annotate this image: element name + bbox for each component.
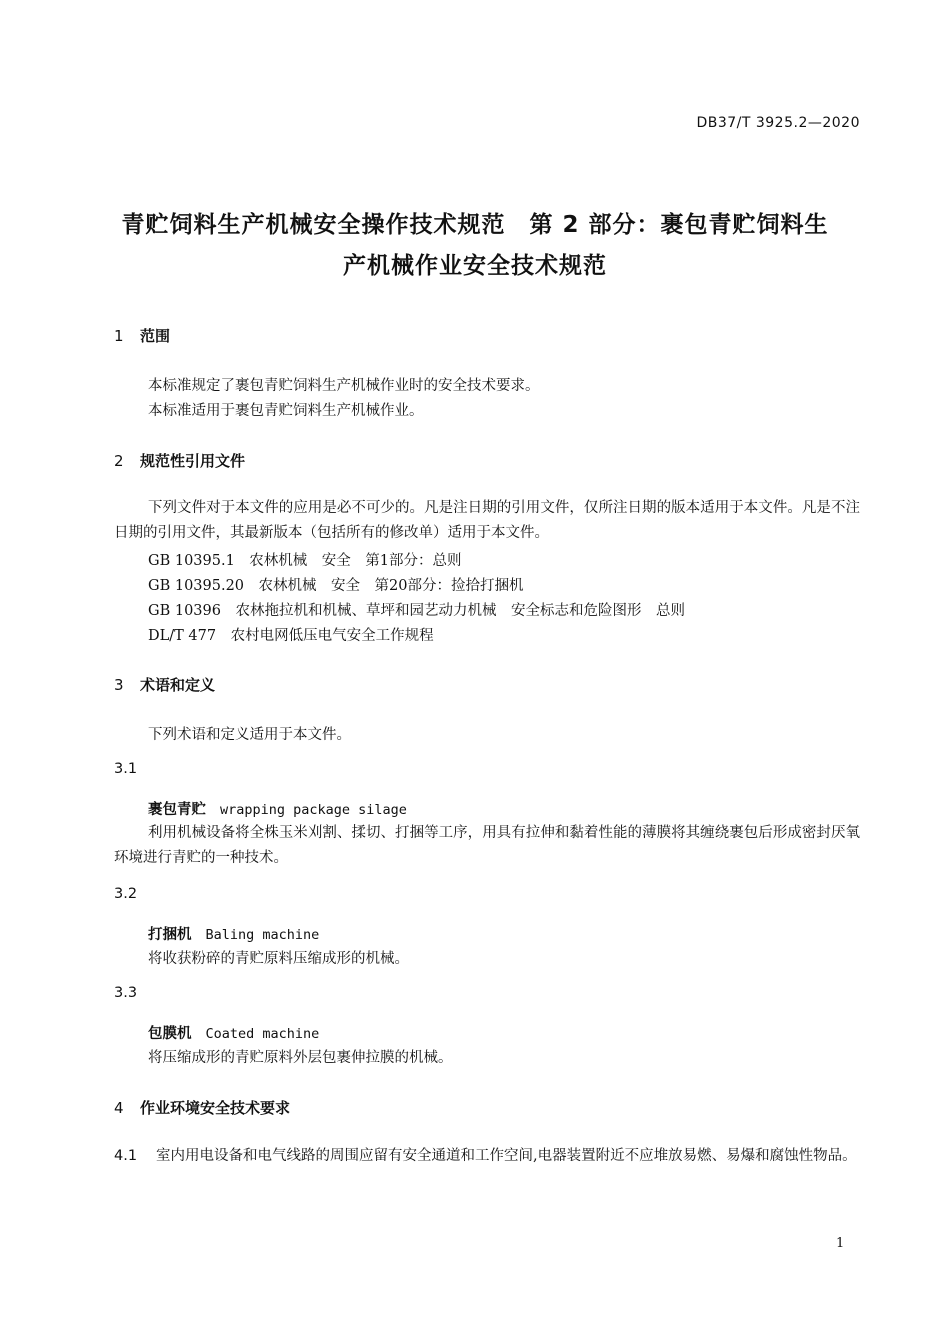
- term-number: 3.3: [114, 985, 138, 1001]
- section-1-paragraph-1: 本标准规定了裹包青贮饲料生产机械作业时的安全技术要求。: [148, 378, 540, 394]
- term-chinese: 包膜机: [148, 1026, 192, 1042]
- section-number: 4: [114, 1099, 124, 1117]
- clause-number: 4.1: [114, 1148, 138, 1164]
- document-title-line-2: 产机械作业安全技术规范: [343, 253, 607, 279]
- term-heading: [148, 798, 407, 819]
- section-number: 2: [114, 452, 124, 470]
- section-3-heading: [114, 674, 215, 695]
- document-title-line-1: 青贮饲料生产机械安全操作技术规范 第 2 部分：裹包青贮饲料生: [121, 212, 829, 238]
- section-title: 术语和定义: [140, 676, 216, 694]
- reference-item: DL/T 477 农村电网低压电气安全工作规程: [148, 628, 434, 644]
- section-1-heading: [114, 325, 170, 346]
- term-heading: [148, 923, 319, 944]
- reference-item: GB 10395.1 农林机械 安全 第1部分：总则: [148, 553, 462, 569]
- clause-text: 室内用电设备和电气线路的周围应留有安全通道和工作空间,电器装置附近不应堆放易燃、易爆和腐蚀性物品。: [156, 1148, 857, 1164]
- term-english: wrapping package silage: [220, 802, 407, 818]
- section-title: 规范性引用文件: [140, 452, 246, 470]
- term-chinese: 裹包青贮: [148, 802, 206, 818]
- term-english: Baling machine: [205, 927, 320, 943]
- section-3-intro: 下列术语和定义适用于本文件。: [148, 727, 351, 743]
- term-definition: 将收获粉碎的青贮原料压缩成形的机械。: [148, 951, 409, 967]
- section-title: 范围: [140, 327, 171, 345]
- section-title: 作业环境安全技术要求: [140, 1099, 291, 1117]
- section-2-intro: 下列文件对于本文件的应用是必不可少的。凡是注日期的引用文件，仅所注日期的版本适用于本文件。凡是不注日期的引用文件，其最新版本（包括所有的修改单）适用于本文件。: [114, 500, 860, 541]
- standard-number: DB37/T 3925.2—2020: [696, 115, 860, 131]
- section-2-heading: [114, 450, 245, 471]
- section-number: 1: [114, 327, 124, 345]
- reference-item: GB 10395.20 农林机械 安全 第20部分：捡拾打捆机: [148, 578, 524, 594]
- page-number: 1: [836, 1236, 845, 1251]
- term-english: Coated machine: [205, 1026, 320, 1042]
- term-number: 3.1: [114, 761, 138, 777]
- term-chinese: 打捆机: [148, 927, 192, 943]
- term-heading: [148, 1022, 319, 1043]
- term-number: 3.2: [114, 886, 138, 902]
- clause-4-1: [114, 1144, 860, 1169]
- section-1-paragraph-2: 本标准适用于裹包青贮饲料生产机械作业。: [148, 403, 424, 419]
- term-definition: 将压缩成形的青贮原料外层包裹伸拉膜的机械。: [148, 1050, 453, 1066]
- section-4-heading: [114, 1097, 290, 1118]
- term-definition: 利用机械设备将全株玉米刈割、揉切、打捆等工序，用具有拉伸和黏着性能的薄膜将其缠绕裹包后形成密封厌氧环境进行青贮的一种技术。: [114, 825, 860, 866]
- section-number: 3: [114, 676, 124, 694]
- reference-item: GB 10396 农林拖拉机和机械、草坪和园艺动力机械 安全标志和危险图形 总则: [148, 603, 685, 619]
